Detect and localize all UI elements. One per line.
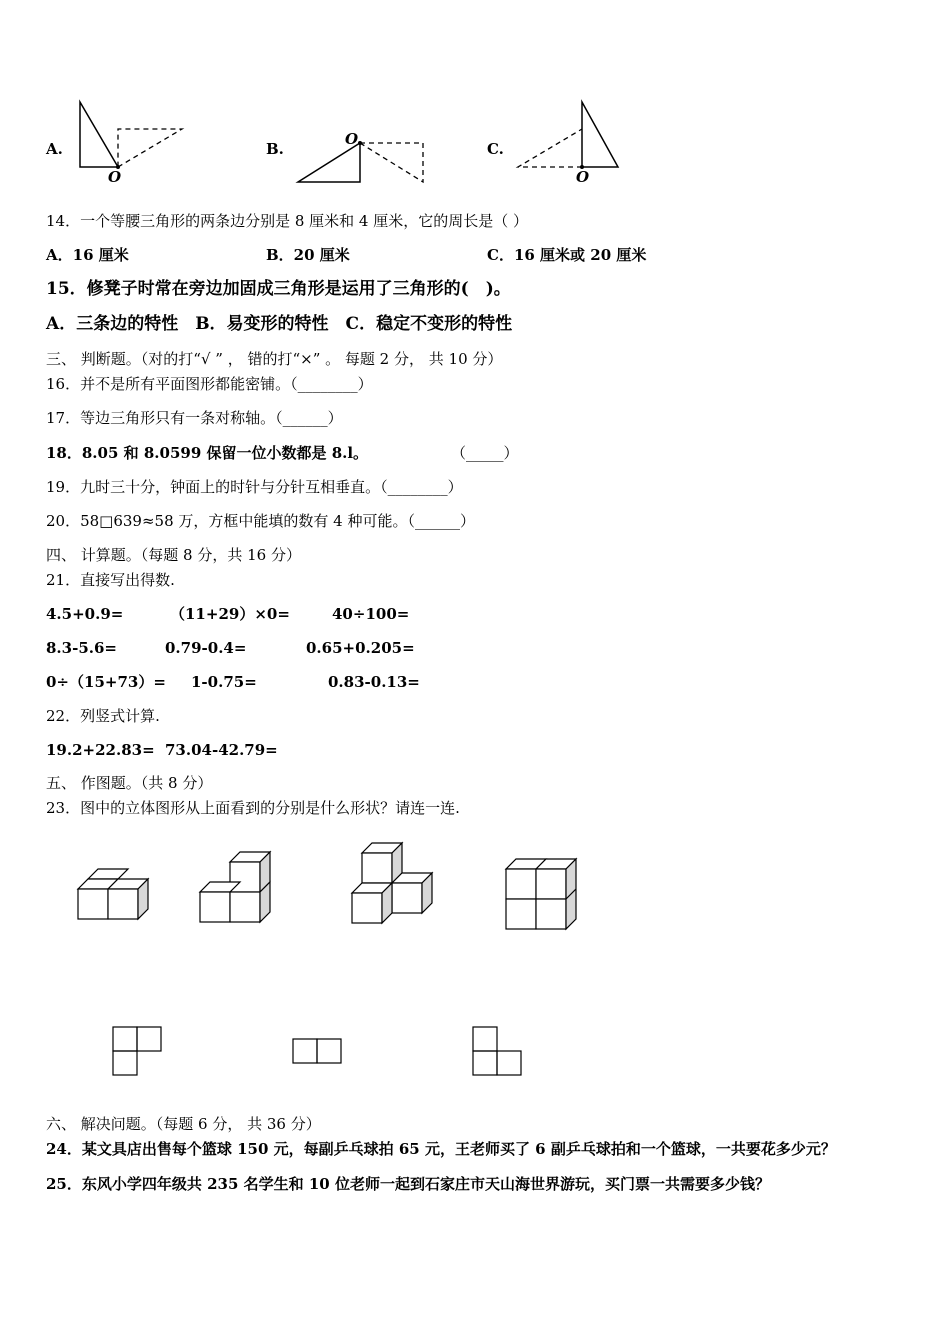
q21-item: 0.83-0.13=: [328, 673, 420, 691]
q14-option-c: C．16 厘米或 20 厘米: [487, 246, 647, 264]
q21-item: 8.3-5.6=: [46, 639, 117, 657]
q22-item: 19.2+22.83=: [46, 741, 155, 759]
q22-stem: 22．列竖式计算.: [46, 707, 160, 725]
q14-option-a: A．16 厘米: [46, 246, 129, 264]
q21-item: 1-0.75=: [191, 673, 257, 691]
top-view-2: [292, 1038, 344, 1066]
q15-stem: 15．修凳子时常在旁边加固成三角形是运用了三角形的( )。: [46, 279, 511, 299]
q13-option-c-point: O: [576, 168, 590, 186]
q24: 24．某文具店出售每个篮球 150 元，每副乒乓球拍 65 元，王老师买了 6 副乒乓球拍和一个篮球，一共要花多少元？: [46, 1140, 836, 1158]
q16: 16．并不是所有平面图形都能密铺。（________）: [46, 375, 373, 393]
solid-figure-3: [344, 838, 444, 930]
q18-blank: （_____）: [451, 444, 519, 462]
q22-item: 73.04-42.79=: [165, 741, 278, 759]
q13-option-a-label: A.: [46, 140, 63, 158]
q13-option-c-label: C.: [487, 140, 504, 158]
q21-item: 0÷（15+73）=: [46, 673, 166, 691]
q14-option-b: B．20 厘米: [266, 246, 350, 264]
q21-item: 4.5+0.9=: [46, 605, 124, 623]
section-6-title: 六、 解决问题。（每题 6 分， 共 36 分）: [46, 1115, 321, 1133]
q17: 17．等边三角形只有一条对称轴。（______）: [46, 409, 343, 427]
q21-item: 0.65+0.205=: [306, 639, 415, 657]
section-5-title: 五、 作图题。（共 8 分）: [46, 774, 213, 792]
q15-options: A．三条边的特性 B．易变形的特性 C．稳定不变形的特性: [46, 314, 513, 334]
q13-figure-a: [70, 95, 200, 190]
q13-figure-b: [290, 130, 440, 190]
q19: 19．九时三十分，钟面上的时针与分针互相垂直。（________）: [46, 478, 463, 496]
q21-stem: 21．直接写出得数.: [46, 571, 175, 589]
q13-figure-c: [510, 95, 630, 190]
q25: 25．东风小学四年级共 235 名学生和 10 位老师一起到石家庄市天山海世界游玩，买门票一共需要多少钱？: [46, 1175, 770, 1193]
q23-stem: 23．图中的立体图形从上面看到的分别是什么形状？请连一连.: [46, 799, 460, 817]
q13-option-b-label: B.: [266, 140, 284, 158]
top-view-1: [112, 1026, 164, 1078]
q21-item: 40÷100=: [332, 605, 410, 623]
solid-figure-2: [192, 845, 282, 927]
top-view-3: [472, 1026, 524, 1078]
q18: 18．8.05 和 8.0599 保留一位小数都是 8.l。: [46, 444, 369, 462]
q20: 20．58□639≈58 万，方框中能填的数有 4 种可能。（______）: [46, 512, 475, 530]
section-3-title: 三、 判断题。（对的打“√ ” ， 错的打“×” 。 每题 2 分， 共 10 分）: [46, 350, 503, 368]
q13-option-b-point: O: [345, 130, 359, 148]
q14-stem: 14．一个等腰三角形的两条边分别是 8 厘米和 4 厘米，它的周长是（ ）: [46, 212, 529, 230]
q21-item: （11+29）×0=: [170, 605, 290, 623]
q13-option-a-point: O: [108, 168, 122, 186]
section-4-title: 四、 计算题。（每题 8 分，共 16 分）: [46, 546, 301, 564]
q21-item: 0.79-0.4=: [165, 639, 247, 657]
solid-figure-1: [70, 862, 160, 927]
solid-figure-4: [498, 852, 588, 937]
